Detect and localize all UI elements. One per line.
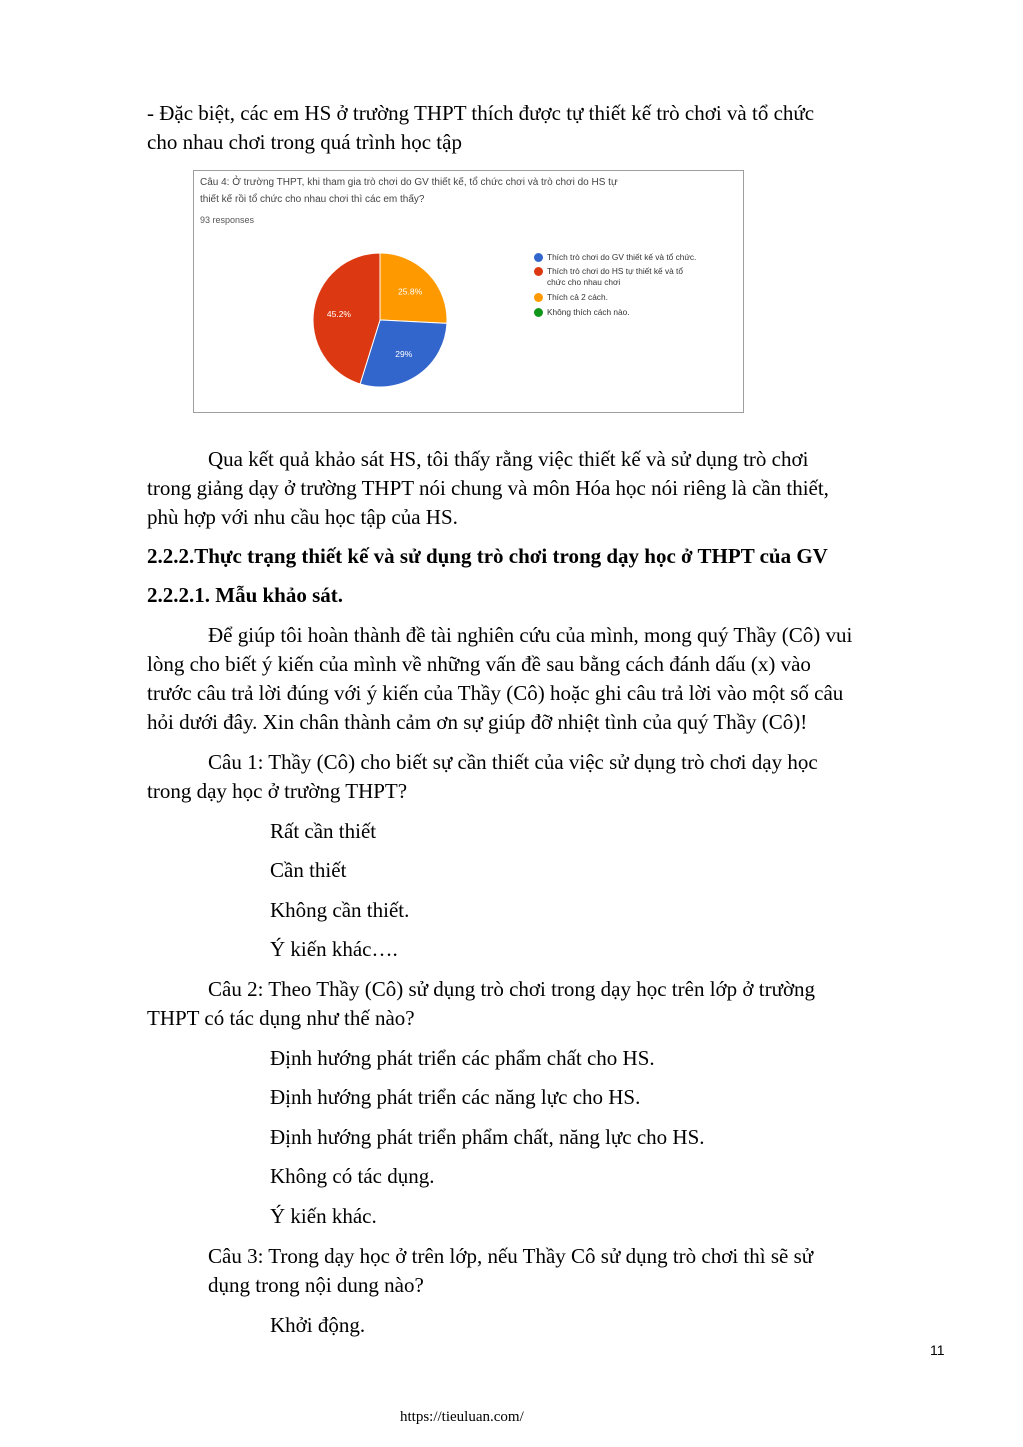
q2-option: Định hướng phát triển các năng lực cho HS. <box>270 1085 641 1109</box>
legend-swatch <box>534 253 543 262</box>
legend-swatch <box>534 267 543 276</box>
legend-item <box>547 307 630 318</box>
q1-line-1: Câu 1: Thầy (Cô) cho biết sự cần thiết của việc sử dụng trò chơi dạy học <box>208 750 818 774</box>
para2-line-4: hỏi dưới đây. Xin chân thành cảm ơn sự giúp đỡ nhiệt tình của quý Thầy (Cô)! <box>147 710 808 734</box>
legend-item <box>547 266 683 288</box>
para2-line-3: trước câu trả lời đúng với ý kiến của Thầy (Cô) hoặc ghi câu trả lời vào một số câu <box>147 681 844 705</box>
intro-line-2: cho nhau chơi trong quá trình học tập <box>147 130 462 154</box>
legend-label: Không thích cách nào. <box>547 307 630 317</box>
pie-chart <box>194 171 743 412</box>
q3-line-2: dụng trong nội dung nào? <box>208 1273 424 1297</box>
footer-url: https://tieuluan.com/ <box>400 1409 524 1425</box>
q3-option: Khởi động. <box>270 1313 366 1337</box>
q2-option: Ý kiến khác. <box>270 1204 377 1228</box>
subsection-heading: 2.2.2.1. Mẫu khảo sát. <box>147 583 344 607</box>
legend-swatch <box>534 308 543 317</box>
pie-slice-label: 29% <box>395 349 413 360</box>
legend-label: Thích trò chơi do HS tự thiết kế và tổ chức cho nhau chơi <box>547 266 683 287</box>
q1-option: Cần thiết <box>270 858 347 882</box>
q1-option: Ý kiến khác…. <box>270 937 398 961</box>
para1-line-1: Qua kết quả khảo sát HS, tôi thấy rằng việc thiết kế và sử dụng trò chơi <box>208 447 809 471</box>
page-number: 11 <box>930 1342 945 1358</box>
intro-line-1: - Đặc biệt, các em HS ở trường THPT thích được tự thiết kế trò chơi và tổ chức <box>147 101 815 125</box>
legend-item <box>547 292 608 303</box>
legend-label: Thích cả 2 cách. <box>547 292 608 302</box>
chart-question-line-2: thiết kế rồi tổ chức cho nhau chơi thì các em thấy? <box>200 194 425 205</box>
chart-question-line-1: Câu 4: Ở trường THPT, khi tham gia trò chơi do GV thiết kế, tổ chức chơi và trò chơi do HS tự <box>200 177 618 188</box>
q2-line-1: Câu 2: Theo Thầy (Cô) sử dụng trò chơi trong dạy học trên lớp ở trường <box>208 977 816 1001</box>
para1-line-3: phù hợp với nhu cầu học tập của HS. <box>147 505 458 529</box>
q1-option: Rất cần thiết <box>270 819 377 843</box>
survey-chart-card <box>193 170 744 413</box>
para1-line-2: trong giảng dạy ở trường THPT nói chung và môn Hóa học nói riêng là cần thiết, <box>147 476 829 500</box>
para2-line-1: Để giúp tôi hoàn thành đề tài nghiên cứu của mình, mong quý Thầy (Cô) vui <box>208 623 853 647</box>
q2-option: Không có tác dụng. <box>270 1164 435 1188</box>
q2-option: Định hướng phát triển các phẩm chất cho HS. <box>270 1046 655 1070</box>
q3-line-1: Câu 3: Trong dạy học ở trên lớp, nếu Thầy Cô sử dụng trò chơi thì sẽ sử <box>208 1244 814 1268</box>
para2-line-2: lòng cho biết ý kiến của mình về những vấn đề sau bằng cách đánh dấu (x) vào <box>147 652 811 676</box>
section-heading: 2.2.2.Thực trạng thiết kế và sử dụng trò chơi trong dạy học ở THPT của GV <box>147 544 828 568</box>
legend-item <box>547 252 696 263</box>
legend-swatch <box>534 293 543 302</box>
q1-option: Không cần thiết. <box>270 898 410 922</box>
pie-slice-label: 25.8% <box>398 286 423 297</box>
q1-line-2: trong dạy học ở trường THPT? <box>147 779 408 803</box>
q2-option: Định hướng phát triển phẩm chất, năng lực cho HS. <box>270 1125 705 1149</box>
pie-slice-label: 45.2% <box>326 308 351 319</box>
legend-label: Thích trò chơi do GV thiết kế và tổ chức. <box>547 252 697 262</box>
q2-line-2: THPT có tác dụng như thế nào? <box>147 1006 415 1030</box>
chart-responses-count: 93 responses <box>200 215 255 225</box>
